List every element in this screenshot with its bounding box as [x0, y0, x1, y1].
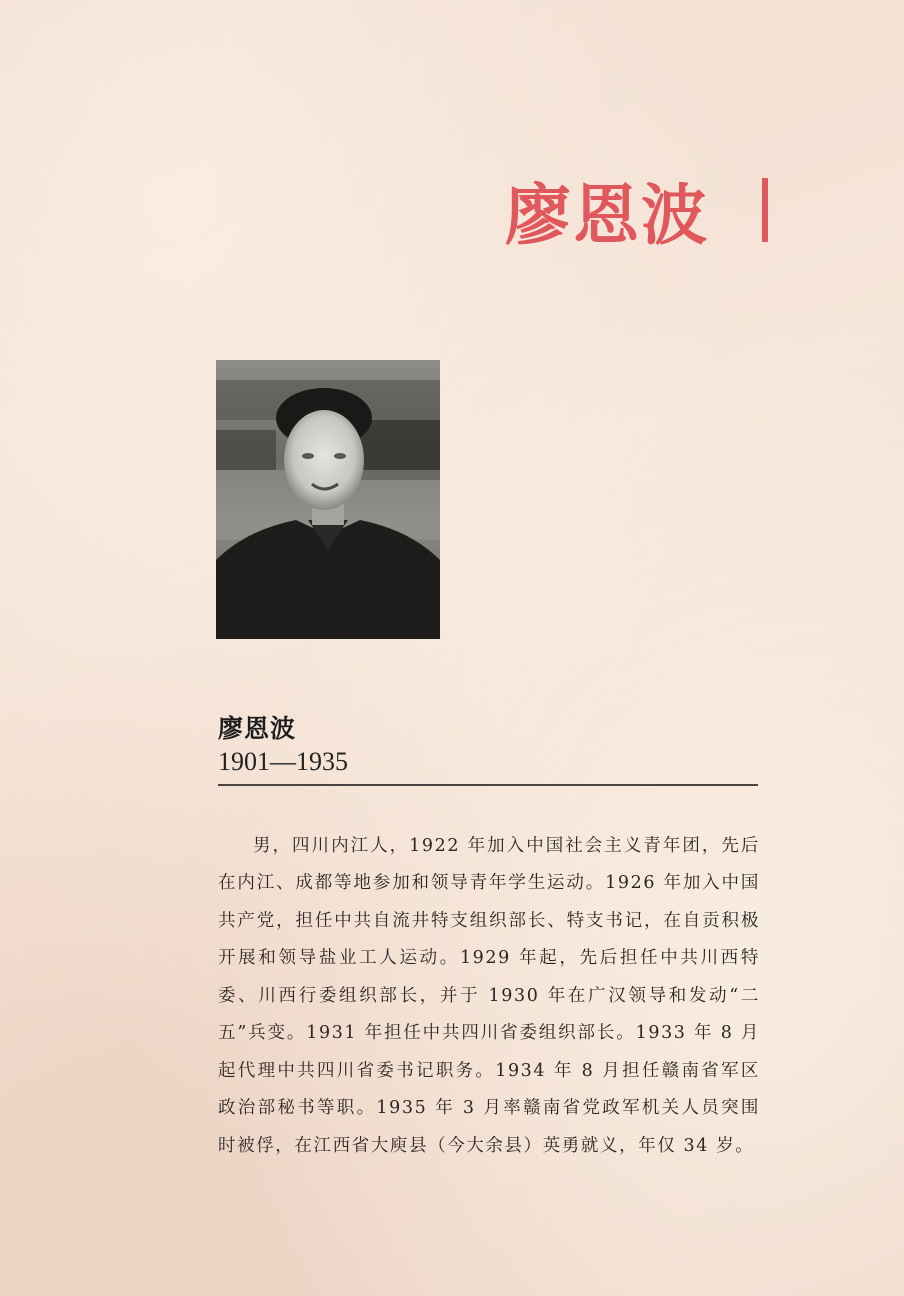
divider-line [218, 784, 758, 786]
chapter-title: 廖恩波 [505, 176, 709, 254]
chapter-heading [505, 170, 785, 260]
person-name: 廖恩波 [218, 714, 297, 743]
life-years: 1901—1935 [218, 747, 348, 776]
title-marker-bar [762, 178, 768, 242]
portrait-photo [216, 360, 440, 639]
biography-paragraph: 男，四川内江人，1922 年加入中国社会主义青年团，先后在内江、成都等地参加和领导青年学生运动。1926 年加入中国共产党，担任中共自流井特支组织部长、特支书记，在自贡积极开展和领导盐业工人运动。1929 年起，先后担任中共川西特委、川西行委组织部长，并于 1930 年在广汉领导和发动“二五”兵变。1931 年担任中共四川省委组织部长。1933 年 8 月起代理中共四川省委书记职务。1934 年 8 月担任赣南省军区政治部秘书等职。1935 年 3 月率赣南省党政军机关人员突围时被俘，在江西省大庾县（今大余县）英勇就义，年仅 34 岁。 [218, 835, 760, 1156]
profile-header [218, 712, 348, 778]
